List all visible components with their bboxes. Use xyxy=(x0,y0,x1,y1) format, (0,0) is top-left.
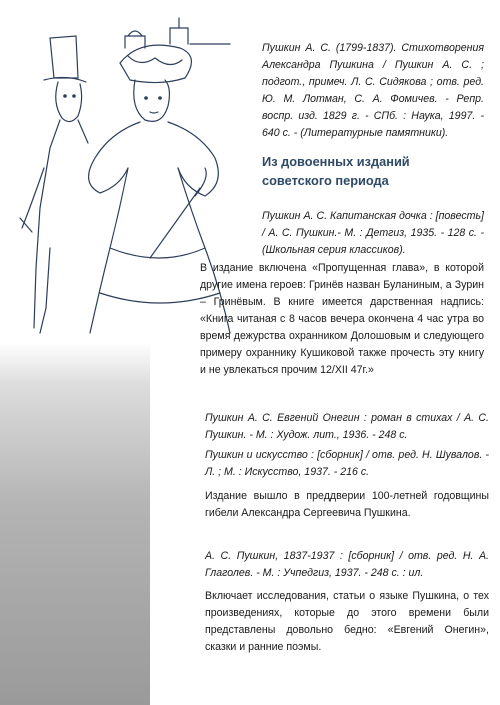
bibliography-entry-2: Пушкин А. С. Капитанская дочка : [повесть] / А. С. Пушкин.- М. : Детгиз, 1935. - 128 с. - (Школьная серия классиков). xyxy=(262,210,484,256)
bibliography-entry-1: Пушкин А. С. (1799-1837). Стихотворения Александра Пушкина / Пушкин А. С. ; подгот., примеч. Л. С. Сидякова ; отв. ред. Ю. М. Лотман, С. А. Фомичев. - Репр. воспр. изд. 1829 г. - СПб. : Наука, 1997. - 640 с. - (Литературные памятники). xyxy=(262,42,484,139)
annotation-entry-4: Издание вышло в преддверии 100-летней годовщины гибели Александра Сергеевича Пушкина. xyxy=(205,490,489,519)
annotation-entry-2: В издание включена «Пропущенная глава», в которой другие имена героев: Гринёв назван Буланиным, а Зурин – Гринёвым. В книге имеется дарственная надпись: «Книга читаная с 8 часов вечера окончена 4 час утра во время дежурства охранником Долошовым и следующего примеру охраннику Кушиковой также прочесть эту книгу и не увлекаться прочим 12/XII 47г.» xyxy=(200,262,484,376)
bibliography-entry-3: Пушкин А. С. Евгений Онегин : роман в стихах / А. С. Пушкин. - М. : Худож. лит., 1936. - 248 с. xyxy=(205,412,489,441)
bibliography-entry-5: А. С. Пушкин, 1837-1937 : [сборник] / отв. ред. Н. А. Глаголев. - М. : Учпедгиз, 1937. - 248 с. : ил. xyxy=(205,550,489,579)
gray-gradient-panel xyxy=(0,342,150,705)
section-heading: Из довоенных изданий советского периода xyxy=(262,154,410,188)
annotation-entry-5: Включает исследования, статьи о языке Пушкина, о тех произведениях, которые до этого времени были представлены довольно бедно: «Евгений Онегин», сказки и ранние поэмы. xyxy=(205,590,489,653)
bibliography-entry-4: Пушкин и искусство : [сборник] / отв. ред. Н. Шувалов. - Л. ; М. : Искусство, 1937. - 216 с. xyxy=(205,449,489,478)
